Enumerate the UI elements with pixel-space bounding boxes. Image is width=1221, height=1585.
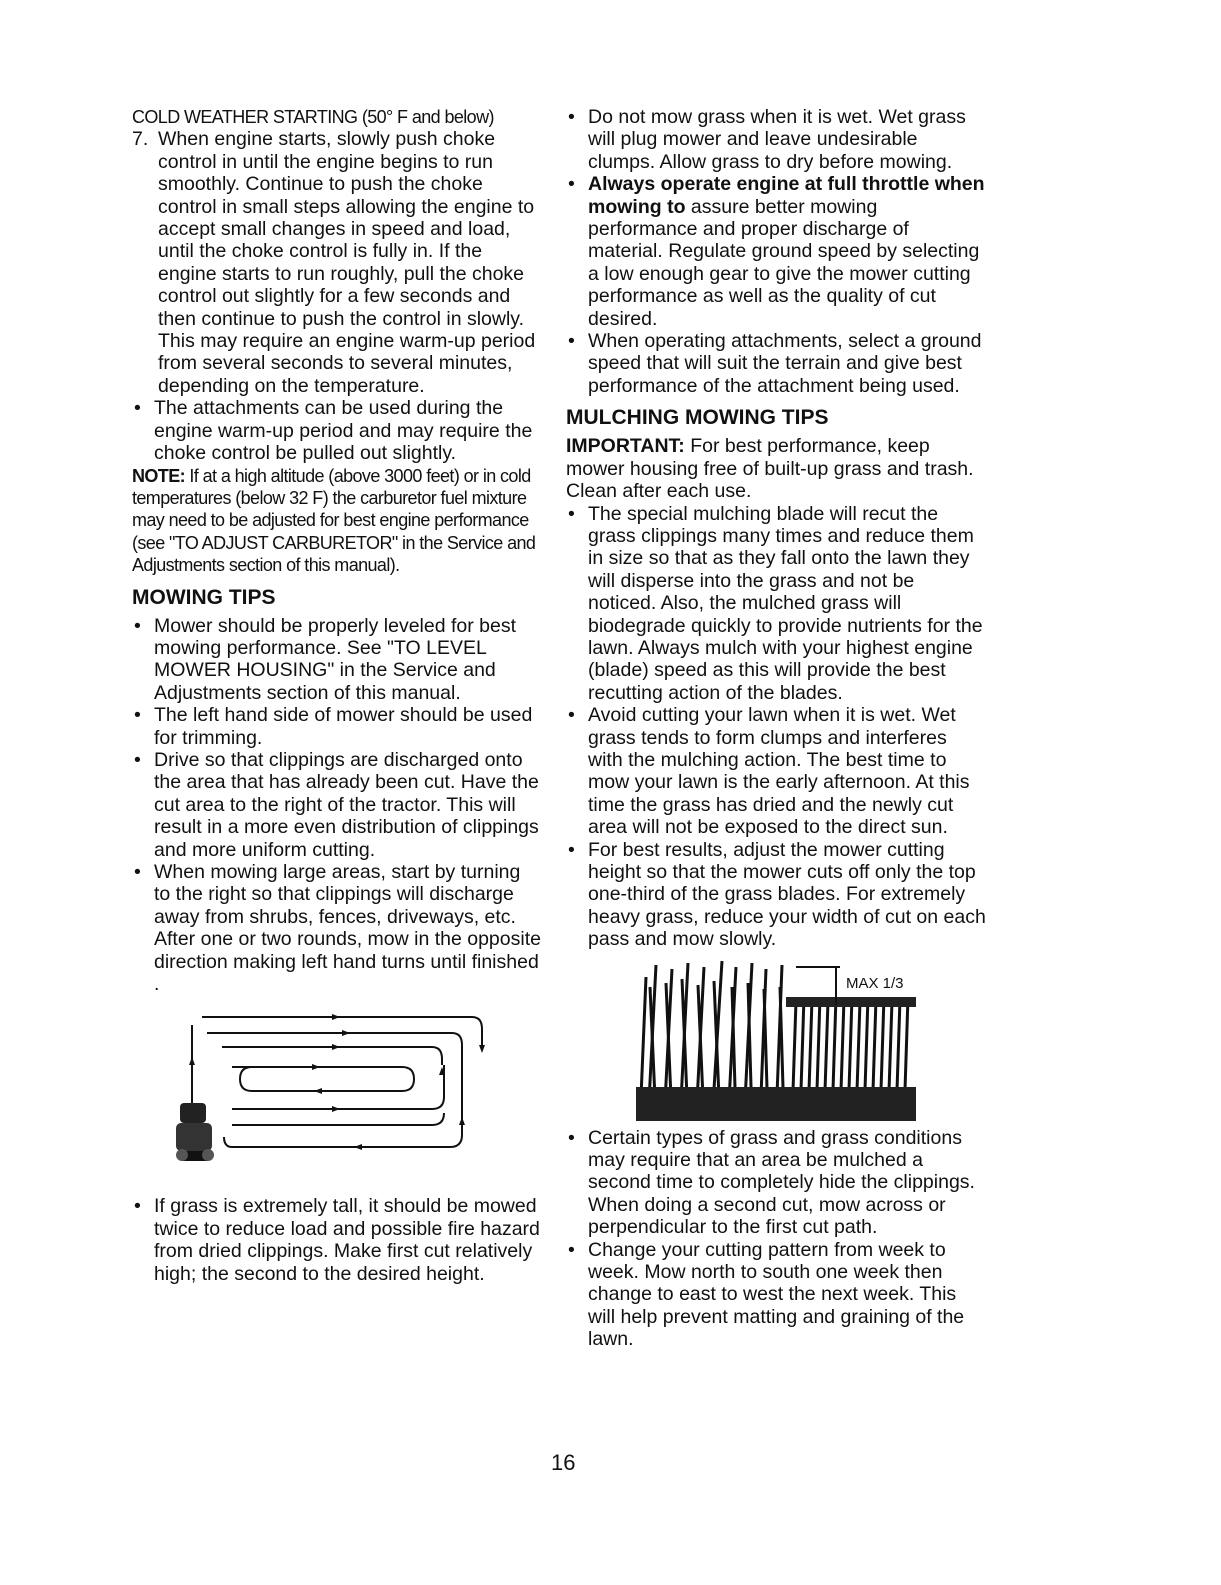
step-number: 7. xyxy=(132,128,149,151)
list-item: • The left hand side of mower should be used for trimming. xyxy=(132,704,542,749)
list-item: • Drive so that clippings are discharged onto the area that has already been cut. Have the cut area to the right of the tractor. This will result in a more even distribution of clippings and more uniform cutting. xyxy=(132,749,542,861)
mulching-list xyxy=(566,503,986,951)
grass-height-figure xyxy=(636,957,916,1121)
note-text: If at a high altitude (above 3000 feet) or in cold temperatures (below 32 F) the carburetor fuel mixture may need to be adjusted for best engine performance (see "TO ADJUST CARBURETOR" in the Service and Adjustments section of this manual). xyxy=(132,465,536,576)
throttle-text: assure better mowing performance and proper discharge of material. Regulate ground speed by selecting a low enough gear to give the mower cutting performance as well as the quality of cut desired. xyxy=(588,195,980,330)
mowing-pattern-diagram xyxy=(132,1005,542,1183)
list-item: • Certain types of grass and grass conditions may require that an area be mulched a second time to completely hide the clippings. When doing a second cut, mow across or perpendicular to the first cut path. xyxy=(566,1127,986,1239)
list-item: • If grass is extremely tall, it should be mowed twice to reduce load and possible fire hazard from dried clippings. Make first cut relatively high; the second to the desired height. xyxy=(132,1195,542,1285)
mulching-heading: MULCHING MOWING TIPS xyxy=(566,406,829,430)
cold-weather-bullets xyxy=(132,397,542,464)
important-paragraph xyxy=(566,435,986,502)
list-item: • When mowing large areas, start by turning to the right so that clippings will discharge away from shrubs, fences, driveways, etc. After one or two rounds, mow in the opposite direction making left hand turns until finished . xyxy=(132,861,542,995)
list-item: • When operating attachments, select a ground speed that will suit the terrain and give best performance of the attachment being used. xyxy=(566,330,986,397)
list-item xyxy=(566,173,986,330)
mulching-list-after xyxy=(566,1127,986,1351)
mowing-tips-heading: MOWING TIPS xyxy=(132,585,276,609)
list-item: • Avoid cutting your lawn when it is wet. Wet grass tends to form clumps and interferes with the mulching action. The best time to mow your lawn is the early afternoon. At this time the grass has dried and the newly cut area will not be exposed to the direct sun. xyxy=(566,704,986,838)
left-column xyxy=(132,106,542,1285)
tractor-icon xyxy=(176,1103,214,1161)
step-7-text: When engine starts, slowly push choke control in until the engine begins to run smoothly. Continue to push the choke control in small steps allowing the engine to accept small changes in speed and load, until the choke control is fully in. If the engine starts to run roughly, pull the choke control out slightly for a few seconds and then continue to push the control in slowly. This may require an engine warm-up period from several seconds to several minutes, depending on the temperature. xyxy=(158,128,536,397)
list-item: • The attachments can be used during the engine warm-up period and may require the choke control be pulled out slightly. xyxy=(132,397,542,464)
step-7 xyxy=(132,128,542,397)
right-top-bullets xyxy=(566,106,986,397)
page-number: 16 xyxy=(551,1450,576,1475)
max-one-third-label: MAX 1/3 xyxy=(844,973,906,995)
list-item: • The special mulching blade will recut the grass clippings many times and reduce them in size so that as they fall onto the lawn they will disperse into the grass and not be noticed. Also, the mulched grass will biodegrade quickly to provide nutrients for the lawn. Always mulch with your highest engine (blade) speed as this will provide the best recutting action of the blades. xyxy=(566,503,986,705)
important-text: For best performance, keep mower housing free of built-up grass and trash. Clean after each use. xyxy=(566,435,974,503)
throttle-bold-text: Always operate engine at full throttle when mowing to xyxy=(588,173,985,218)
list-item: • For best results, adjust the mower cutting height so that the mower cuts off only the top one-third of the grass blades. For extremely heavy grass, reduce your width of cut on each pass and mow slowly. xyxy=(566,839,986,951)
cold-weather-heading: COLD WEATHER STARTING (50° F and below) xyxy=(132,107,494,127)
mowing-pattern-svg xyxy=(132,1005,542,1183)
mowing-tips-list xyxy=(132,615,542,996)
list-item: • Do not mow grass when it is wet. Wet grass will plug mower and leave undesirable clumps. Allow grass to dry before mowing. xyxy=(566,106,986,173)
right-column xyxy=(566,106,986,1351)
important-label: IMPORTANT: xyxy=(566,435,685,458)
tall-grass-list xyxy=(132,1195,542,1285)
list-item: • Change your cutting pattern from week to week. Mow north to south one week then change to east to west the next week. This will help prevent matting and graining of the lawn. xyxy=(566,1239,986,1351)
list-item: • Mower should be properly leveled for best mowing performance. See "TO LEVEL MOWER HOUSING" in the Service and Adjustments section of this manual. xyxy=(132,615,542,705)
note-paragraph xyxy=(132,465,542,577)
note-label: NOTE: xyxy=(132,465,185,486)
